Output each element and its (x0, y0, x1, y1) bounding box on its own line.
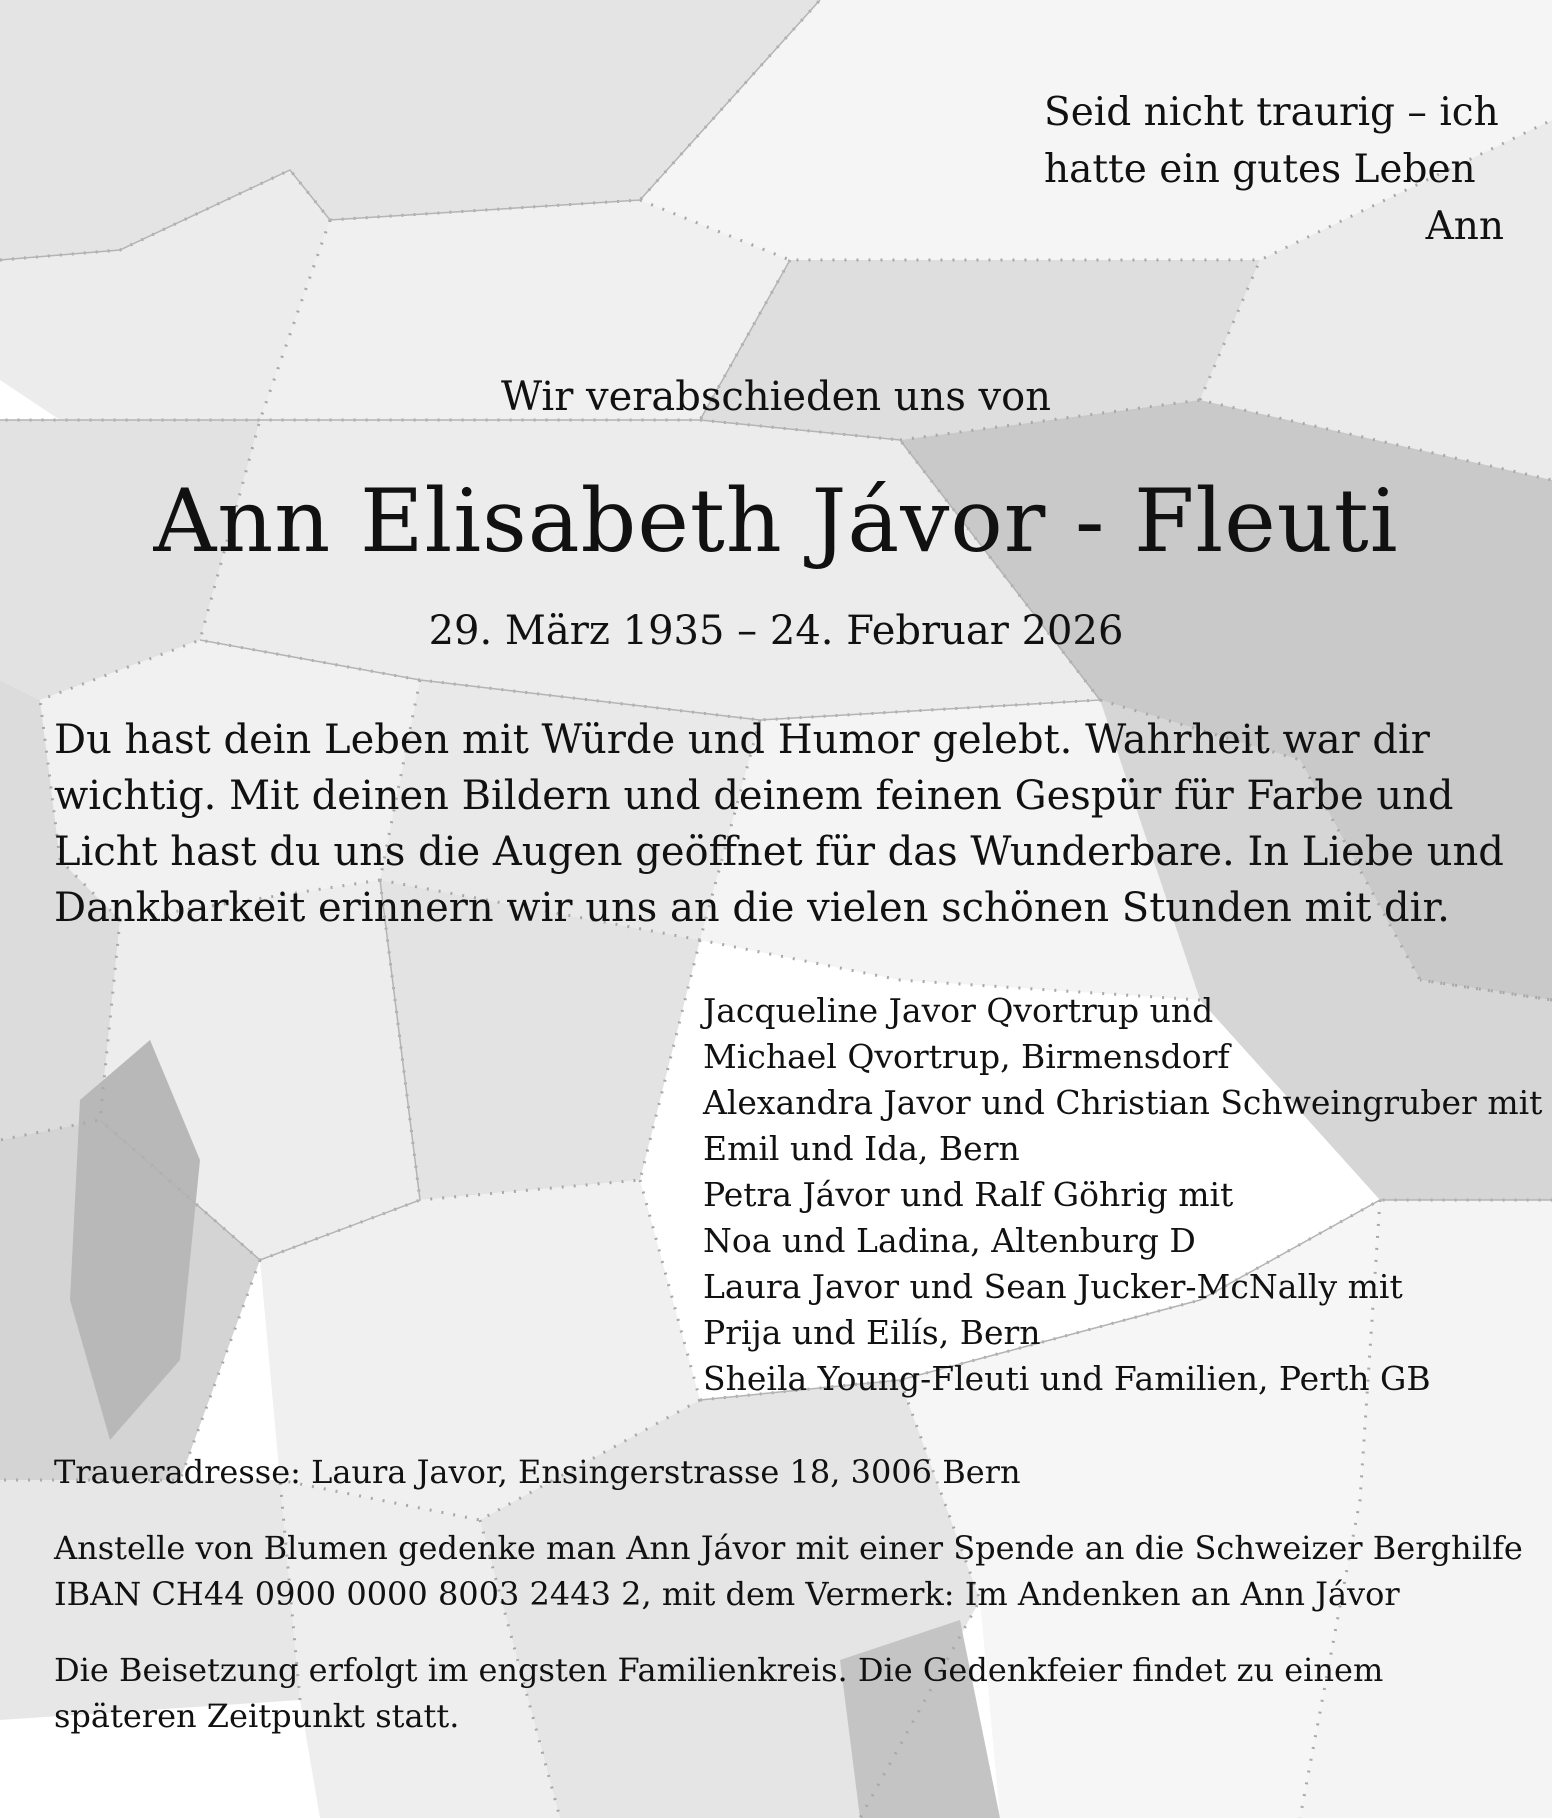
mourners-list (703, 988, 1542, 1402)
mourning-address: Traueradresse: Laura Javor, Ensingerstrasse 18, 3006 Bern (54, 1453, 1021, 1491)
mourner-line: Sheila Young-Fleuti und Familien, Perth GB (703, 1359, 1431, 1398)
mourner-line: Noa und Ladina, Altenburg D (703, 1221, 1196, 1260)
motto-line-1: Seid nicht traurig – ich (1044, 90, 1499, 135)
mourner-line: Alexandra Javor und Christian Schweingruber mit (703, 1083, 1543, 1122)
tribute-line: Licht hast du uns die Augen geöffnet für das Wunderbare. In Liebe und (54, 829, 1504, 875)
tribute-paragraph (54, 712, 1514, 936)
mourner-line: Jacqueline Javor Qvortrup und (703, 991, 1214, 1030)
burial-notice-continued: späteren Zeitpunkt statt. (54, 1697, 460, 1735)
mourner-line: Michael Qvortrup, Birmensdorf (703, 1037, 1230, 1076)
mourner-line: Petra Jávor und Ralf Göhrig mit (703, 1175, 1234, 1214)
burial-notice: Die Beisetzung erfolgt im engsten Familienkreis. Die Gedenkfeier findet zu einem (54, 1651, 1384, 1689)
motto-line-2: hatte ein gutes Leben (1044, 147, 1476, 192)
mourner-line: Prija und Eilís, Bern (703, 1313, 1041, 1352)
motto-quote (1044, 84, 1504, 255)
mourner-line: Emil und Ida, Bern (703, 1129, 1020, 1168)
footer-notices (54, 1449, 1524, 1739)
motto-signature: Ann (1425, 204, 1504, 249)
donation-notice: Anstelle von Blumen gedenke man Ann Jávor mit einer Spende an die Schweizer Berghilfe (54, 1529, 1523, 1567)
deceased-name: Ann Elisabeth Jávor - Fleuti (153, 470, 1399, 572)
tribute-line: Dankbarkeit erinnern wir uns an die vielen schönen Stunden mit dir. (54, 885, 1450, 931)
donation-iban: IBAN CH44 0900 0000 8003 2443 2, mit dem Vermerk: Im Andenken an Ann Jávor (54, 1575, 1400, 1613)
tribute-line: Du hast dein Leben mit Würde und Humor gelebt. Wahrheit war dir (54, 717, 1430, 763)
life-dates: 29. März 1935 – 24. Februar 2026 (428, 608, 1124, 654)
spacer (54, 1617, 1524, 1647)
mourner-line: Laura Javor und Sean Jucker-McNally mit (703, 1267, 1403, 1306)
spacer (54, 1495, 1524, 1525)
intro-text: Wir verabschieden uns von (501, 374, 1051, 420)
tribute-line: wichtig. Mit deinen Bildern und deinem feinen Gespür für Farbe und (54, 773, 1454, 819)
